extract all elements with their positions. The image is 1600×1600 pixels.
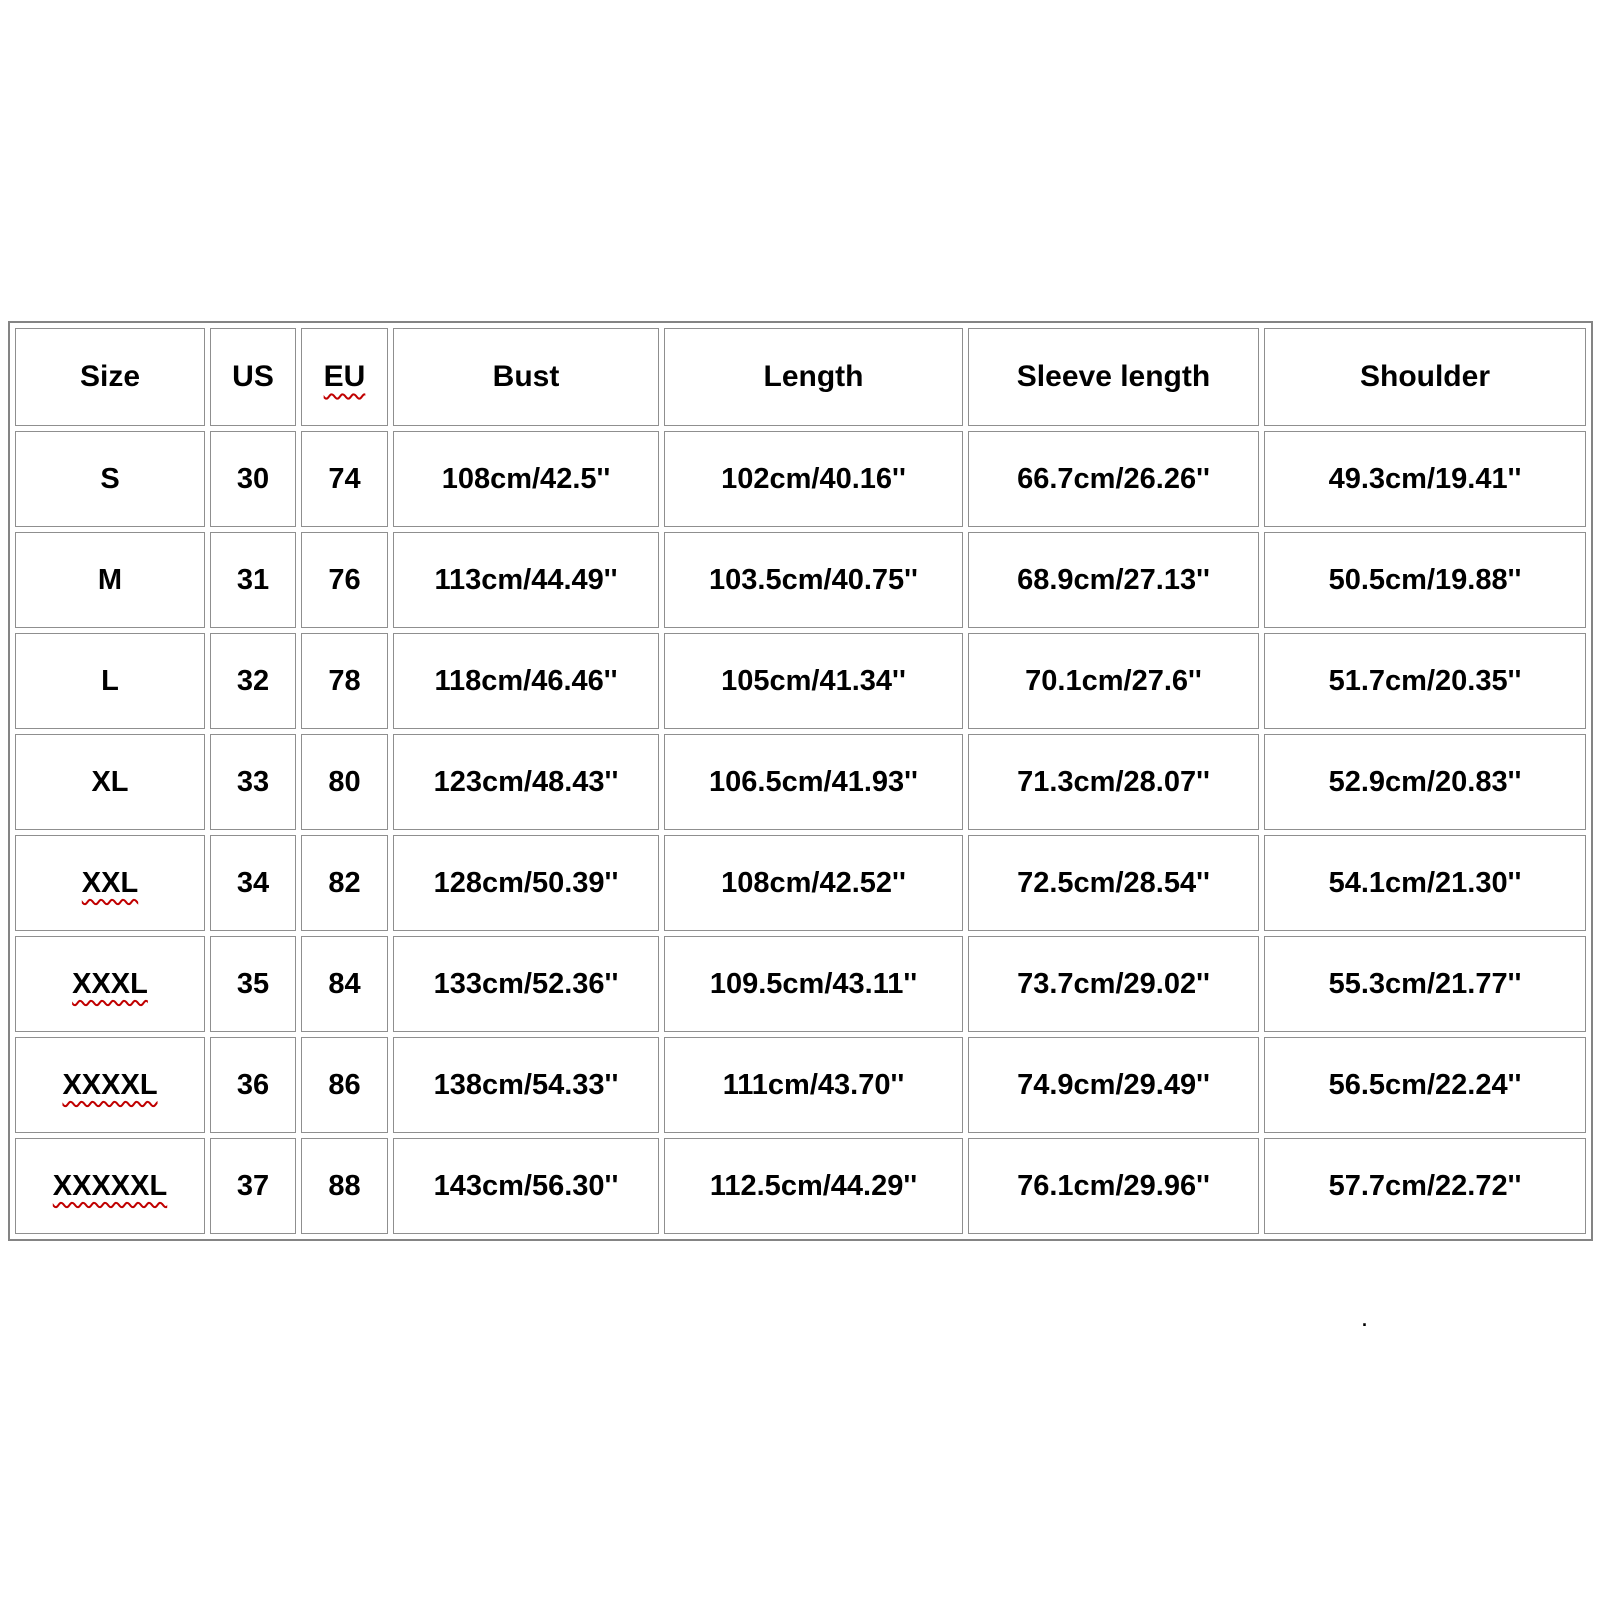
cell-value-size: XXXXL	[62, 1068, 158, 1101]
cell-size	[15, 734, 205, 830]
cell-value-eu: 88	[328, 1169, 361, 1202]
cell-value-length: 102cm/40.16''	[721, 462, 906, 495]
cell-bust	[393, 633, 659, 729]
cell-bust	[393, 835, 659, 931]
cell-us	[210, 532, 296, 628]
cell-value-us: 37	[236, 1169, 270, 1202]
cell-value-eu: 80	[328, 765, 361, 798]
cell-value-sleeve-length: 70.1cm/27.6''	[1025, 664, 1202, 697]
cell-value-shoulder: 56.5cm/22.24''	[1328, 1068, 1522, 1101]
cell-us	[210, 734, 296, 830]
cell-shoulder	[1264, 532, 1586, 628]
cell-shoulder	[1264, 1037, 1586, 1133]
cell-length	[664, 835, 963, 931]
table-row	[15, 431, 1586, 527]
cell-bust	[393, 734, 659, 830]
header-cell-length	[664, 328, 963, 426]
table-row	[15, 835, 1586, 931]
cell-shoulder	[1264, 1138, 1586, 1234]
table-row	[15, 1138, 1586, 1234]
cell-value-eu: 82	[328, 866, 361, 899]
cell-value-bust: 143cm/56.30''	[433, 1169, 619, 1202]
cell-value-us: 32	[236, 664, 270, 697]
cell-value-sleeve-length: 66.7cm/26.26''	[1017, 462, 1210, 495]
cell-shoulder	[1264, 835, 1586, 931]
cell-value-bust: 108cm/42.5''	[441, 462, 611, 495]
cell-value-sleeve-length: 73.7cm/29.02''	[1017, 967, 1210, 1000]
cell-value-bust: 113cm/44.49''	[434, 563, 618, 596]
header-cell-sleeve-length	[968, 328, 1259, 426]
cell-eu	[301, 1037, 388, 1133]
table-row	[15, 734, 1586, 830]
cell-length	[664, 734, 963, 830]
cell-value-us: 36	[236, 1068, 270, 1101]
cell-bust	[393, 1138, 659, 1234]
header-cell-size	[15, 328, 205, 426]
cell-sleeve-length	[968, 835, 1259, 931]
cell-value-us: 30	[236, 462, 270, 495]
cell-value-us: 34	[236, 866, 270, 899]
cell-value-sleeve-length: 71.3cm/28.07''	[1017, 765, 1210, 798]
cell-value-sleeve-length: 76.1cm/29.96''	[1017, 1169, 1210, 1202]
cell-us	[210, 835, 296, 931]
cell-bust	[393, 431, 659, 527]
header-cell-us	[210, 328, 296, 426]
cell-value-sleeve-length: 74.9cm/29.49''	[1017, 1068, 1210, 1101]
cell-value-eu: 84	[328, 967, 361, 1000]
cell-sleeve-length	[968, 734, 1259, 830]
cell-bust	[393, 1037, 659, 1133]
cell-sleeve-length	[968, 1037, 1259, 1133]
header-label-shoulder: Shoulder	[1359, 360, 1490, 393]
cell-size	[15, 835, 205, 931]
cell-sleeve-length	[968, 532, 1259, 628]
cell-value-size: S	[100, 462, 120, 495]
cell-value-eu: 86	[328, 1068, 361, 1101]
cell-sleeve-length	[968, 936, 1259, 1032]
cell-size	[15, 532, 205, 628]
cell-value-length: 111cm/43.70''	[722, 1068, 905, 1101]
cell-value-shoulder: 52.9cm/20.83''	[1328, 765, 1522, 798]
header-label-eu: EU	[323, 360, 366, 393]
cell-value-bust: 118cm/46.46''	[434, 664, 618, 697]
cell-value-bust: 123cm/48.43''	[433, 765, 619, 798]
cell-us	[210, 431, 296, 527]
header-label-length: Length	[763, 360, 864, 393]
cell-value-eu: 74	[328, 462, 361, 495]
cell-us	[210, 936, 296, 1032]
stray-period-mark: .	[1362, 1310, 1368, 1330]
cell-size	[15, 633, 205, 729]
cell-length	[664, 532, 963, 628]
cell-value-us: 33	[236, 765, 270, 798]
cell-sleeve-length	[968, 1138, 1259, 1234]
cell-length	[664, 1037, 963, 1133]
cell-shoulder	[1264, 633, 1586, 729]
cell-length	[664, 1138, 963, 1234]
cell-eu	[301, 1138, 388, 1234]
cell-value-length: 106.5cm/41.93''	[709, 765, 918, 798]
size-chart	[8, 321, 1593, 1241]
cell-value-size: XL	[91, 765, 129, 798]
cell-shoulder	[1264, 431, 1586, 527]
cell-size	[15, 936, 205, 1032]
cell-value-sleeve-length: 68.9cm/27.13''	[1017, 563, 1210, 596]
table-row	[15, 936, 1586, 1032]
cell-value-size: XXL	[81, 866, 139, 899]
cell-value-length: 105cm/41.34''	[721, 664, 906, 697]
cell-size	[15, 1037, 205, 1133]
cell-shoulder	[1264, 734, 1586, 830]
header-label-size: Size	[79, 360, 141, 393]
cell-value-eu: 78	[328, 664, 361, 697]
cell-value-bust: 133cm/52.36''	[433, 967, 619, 1000]
cell-value-shoulder: 55.3cm/21.77''	[1328, 967, 1522, 1000]
cell-value-shoulder: 51.7cm/20.35''	[1328, 664, 1522, 697]
cell-eu	[301, 532, 388, 628]
cell-size	[15, 1138, 205, 1234]
cell-value-shoulder: 50.5cm/19.88''	[1328, 563, 1522, 596]
size-chart-table	[8, 321, 1593, 1241]
cell-value-length: 112.5cm/44.29''	[709, 1169, 918, 1202]
cell-shoulder	[1264, 936, 1586, 1032]
size-chart-body	[15, 431, 1586, 1234]
cell-size	[15, 431, 205, 527]
table-row	[15, 633, 1586, 729]
table-row	[15, 532, 1586, 628]
cell-sleeve-length	[968, 431, 1259, 527]
cell-value-shoulder: 49.3cm/19.41''	[1328, 462, 1522, 495]
cell-value-sleeve-length: 72.5cm/28.54''	[1017, 866, 1210, 899]
cell-us	[210, 1037, 296, 1133]
cell-value-bust: 138cm/54.33''	[433, 1068, 619, 1101]
cell-eu	[301, 431, 388, 527]
cell-eu	[301, 835, 388, 931]
cell-eu	[301, 633, 388, 729]
header-label-sleeve-length: Sleeve length	[1016, 360, 1211, 393]
cell-eu	[301, 734, 388, 830]
cell-value-us: 31	[236, 563, 270, 596]
cell-eu	[301, 936, 388, 1032]
cell-us	[210, 633, 296, 729]
cell-length	[664, 431, 963, 527]
cell-length	[664, 936, 963, 1032]
cell-value-length: 108cm/42.52''	[721, 866, 906, 899]
cell-value-length: 109.5cm/43.11''	[709, 967, 918, 1000]
cell-length	[664, 633, 963, 729]
cell-value-bust: 128cm/50.39''	[433, 866, 619, 899]
header-row	[15, 328, 1586, 426]
table-row	[15, 1037, 1586, 1133]
cell-value-size: XXXL	[72, 967, 148, 1000]
cell-us	[210, 1138, 296, 1234]
header-cell-bust	[393, 328, 659, 426]
header-label-us: US	[232, 360, 274, 393]
cell-value-us: 35	[236, 967, 270, 1000]
cell-value-size: L	[101, 664, 119, 697]
cell-value-shoulder: 57.7cm/22.72''	[1328, 1169, 1522, 1202]
cell-value-length: 103.5cm/40.75''	[709, 563, 918, 596]
header-cell-eu	[301, 328, 388, 426]
cell-bust	[393, 532, 659, 628]
cell-bust	[393, 936, 659, 1032]
cell-value-size: XXXXXL	[52, 1169, 168, 1202]
cell-sleeve-length	[968, 633, 1259, 729]
cell-value-shoulder: 54.1cm/21.30''	[1328, 866, 1522, 899]
header-label-bust: Bust	[492, 360, 560, 393]
cell-value-eu: 76	[328, 563, 361, 596]
header-cell-shoulder	[1264, 328, 1586, 426]
cell-value-size: M	[97, 563, 123, 596]
